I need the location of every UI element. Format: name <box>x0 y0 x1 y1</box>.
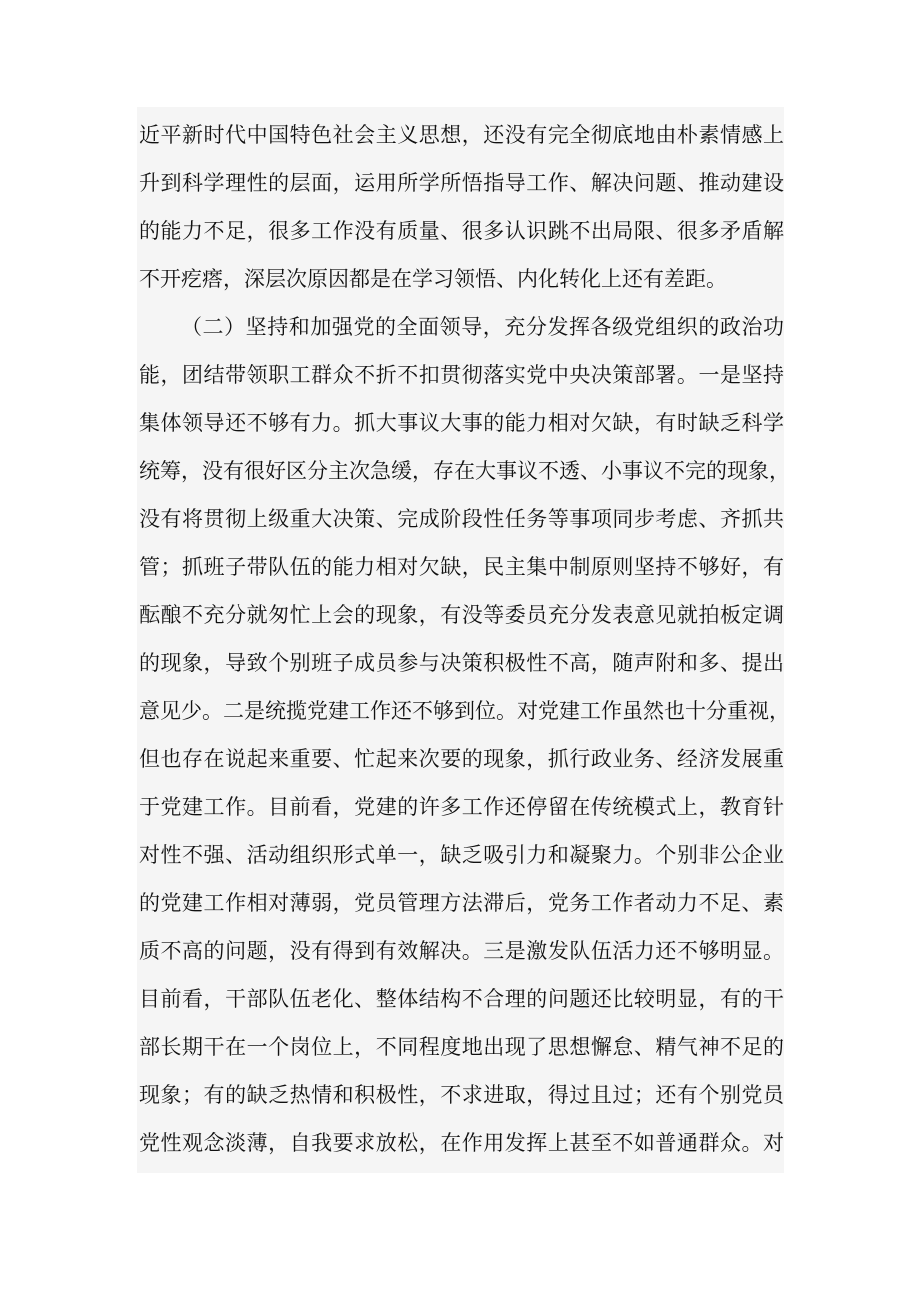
text-line: 现象；有的缺乏热情和积极性，不求进取，得过且过；还有个别党员 <box>139 1083 784 1107</box>
text-line: 党性观念淡薄，自我要求放松，在作用发挥上甚至不如普通群众。对 <box>139 1131 784 1155</box>
text-line: 的能力不足，很多工作没有质量、很多认识跳不出局限、很多矛盾解 <box>139 219 784 243</box>
text-line: 但也存在说起来重要、忙起来次要的现象，抓行政业务、经济发展重 <box>139 747 784 771</box>
text-line: 集体领导还不够有力。抓大事议大事的能力相对欠缺，有时缺乏科学 <box>139 411 784 435</box>
text-line: 管；抓班子带队伍的能力相对欠缺，民主集中制原则坚持不够好，有 <box>139 555 784 579</box>
text-line: 能，团结带领职工群众不折不扣贯彻落实党中央决策部署。一是坚持 <box>139 363 784 387</box>
text-line: 的现象，导致个别班子成员参与决策积极性不高，随声附和多、提出 <box>139 651 784 675</box>
text-line: 于党建工作。目前看，党建的许多工作还停留在传统模式上，教育针 <box>139 795 784 819</box>
text-line: 不开疙瘩，深层次原因都是在学习领悟、内化转化上还有差距。 <box>139 267 727 291</box>
text-line: 部长期干在一个岗位上，不同程度地出现了思想懈怠、精气神不足的 <box>139 1035 784 1059</box>
text-line: 升到科学理性的层面，运用所学所悟指导工作、解决问题、推动建设 <box>139 171 784 195</box>
text-line: 目前看，干部队伍老化、整体结构不合理的问题还比较明显，有的干 <box>139 987 784 1011</box>
text-line: 没有将贯彻上级重大决策、完成阶段性任务等事项同步考虑、齐抓共 <box>139 507 784 531</box>
text-line: 意见少。二是统揽党建工作还不够到位。对党建工作虽然也十分重视， <box>139 699 790 723</box>
text-line: 统筹，没有很好区分主次急缓，存在大事议不透、小事议不完的现象， <box>139 459 790 483</box>
text-line: 的党建工作相对薄弱，党员管理方法滞后，党务工作者动力不足、素 <box>139 891 784 915</box>
section-heading-line: （二）坚持和加强党的全面领导，充分发挥各级党组织的政治功 <box>181 315 784 339</box>
text-line: 酝酿不充分就匆忙上会的现象，有没等委员充分发表意见就拍板定调 <box>139 603 784 627</box>
text-line: 质不高的问题，没有得到有效解决。三是激发队伍活力还不够明显。 <box>139 939 784 963</box>
text-line: 近平新时代中国特色社会主义思想，还没有完全彻底地由朴素情感上 <box>139 123 784 147</box>
text-line: 对性不强、活动组织形式单一，缺乏吸引力和凝聚力。个别非公企业 <box>139 843 784 867</box>
